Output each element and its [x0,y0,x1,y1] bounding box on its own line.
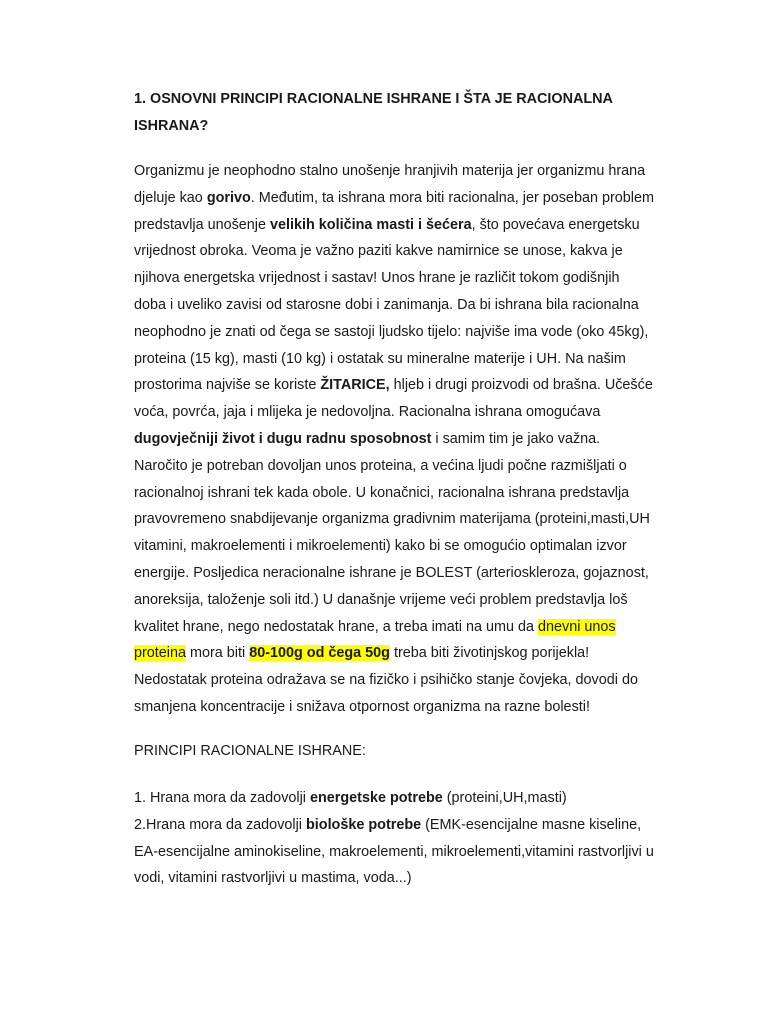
section-heading [134,86,694,140]
text-line [134,865,724,892]
text-run: neophodno je znati od čega se sastoji ljudsko tijelo: najviše ima vode (oko 45kg), [134,323,649,340]
highlighted-text: proteina [134,645,187,662]
principles-subheading: PRINCIPI RACIONALNE ISHRANE: [134,743,366,759]
text-run: racionalnoj ishrani tek kada obole. U konačnici, racionalna ishrana predstavlja [134,484,630,501]
text-run: vrijednost obroka. Veoma je važno paziti kakve namirnice se unose, kakva je [134,243,623,260]
text-run: . Međutim, ta ishrana mora biti racionalna, jer poseban problem [250,189,654,206]
text-line [134,319,724,346]
text-run: Naročito je potreban dovoljan unos proteina, a većina ljudi počne razmišljati o [134,457,627,474]
text-line [134,614,724,641]
text-line [134,812,724,839]
text-run: (proteini,UH,masti) [442,790,567,806]
highlighted-text: 80-100g od čega 50g [249,645,390,662]
text-line [134,265,724,292]
text-run: EA-esencijalne aminokiseline, makroelementi, mikroelementi,vitamini rastvorljivi u [134,843,654,860]
bold-text: gorivo [206,189,251,206]
principles-list [134,785,724,892]
text-run: 1. Hrana mora da zadovolji [134,790,310,806]
text-line [134,785,724,812]
heading-line: 1. OSNOVNI PRINCIPI RACIONALNE ISHRANE I ŠTA JE RACIONALNA [134,91,613,107]
bold-text: energetske potrebe [309,790,443,806]
text-line [134,587,724,614]
text-run: kvalitet hrane, nego nedostatak hrane, a treba imati na umu da [134,618,538,635]
intro-paragraph [134,158,724,721]
text-line [134,426,724,453]
text-run: energije. Posljedica neracionalne ishrane je BOLEST (arterioskleroza, gojaznost, [134,564,649,581]
text-line [134,506,724,533]
text-run: anoreksija, taloženje soli itd.) U današnje vrijeme veći problem predstavlja loš [134,591,628,608]
text-line [134,640,724,667]
text-line [134,399,724,426]
text-line [134,480,724,507]
bold-text: dugovječniji život i dugu radnu sposobnost [134,430,432,447]
text-line [134,158,724,185]
text-line [134,694,724,721]
text-run: predstavlja unošenje [134,216,271,233]
text-line [134,372,724,399]
text-line [134,560,724,587]
text-line [134,533,724,560]
text-run: 2.Hrana mora da zadovolji [134,816,306,833]
text-run: pravovremeno snabdijevanje organizma gradivnim materijama (proteini,masti,UH [134,511,650,528]
text-line [134,346,724,373]
text-run: smanjena koncentracije i snižava otpornost organizma na razne bolesti! [134,698,590,715]
text-run: prostorima najviše se koriste [134,377,321,394]
text-run: njihova energetska vrijednost i sastav! Unos hrane je različit tokom godišnjih [134,270,620,287]
text-line [134,238,724,265]
text-run: mora biti [186,645,250,662]
text-line [134,839,724,866]
text-run: djeluje kao [134,189,207,206]
text-line [134,185,724,212]
bold-text: biološke potrebe [305,816,422,833]
text-run: Nedostatak proteina odražava se na fizičko i psihičko stanje čovjeka, dovodi do [134,672,638,689]
text-line [134,453,724,480]
text-line [134,667,724,694]
text-run: i samim tim je jako važna. [431,430,601,447]
text-run: hljeb i drugi proizvodi od brašna. Učešće [389,377,653,394]
bold-text: ŽITARICE, [320,377,390,394]
text-line [134,292,724,319]
heading-line: ISHRANA? [134,118,209,134]
text-run: (EMK-esencijalne masne kiseline, [421,816,642,833]
text-run: Organizmu je neophodno stalno unošenje hranjivih materija jer organizmu hrana [134,163,646,179]
highlighted-text: dnevni unos [538,618,616,635]
text-run: doba i uveliko zavisi od starosne dobi i zanimanja. Da bi ishrana bila racionalna [134,296,639,313]
text-run: voća, povrća, jaja i mlijeka je nedovoljna. Racionalna ishrana omogućava [134,404,601,421]
bold-text: velikih količina masti i šećera [270,216,472,233]
text-line [134,212,724,239]
text-run: , što povećava energetsku [471,216,640,233]
text-run: vodi, vitamini rastvorljivi u mastima, voda...) [134,870,412,887]
text-run: treba biti životinjskog porijekla! [389,645,590,662]
text-run: proteina (15 kg), masti (10 kg) i ostatak su mineralne materije i UH. Na našim [134,350,626,367]
text-run: vitamini, makroelementi i mikroelementi) kako bi se omogućio optimalan izvor [134,538,627,555]
